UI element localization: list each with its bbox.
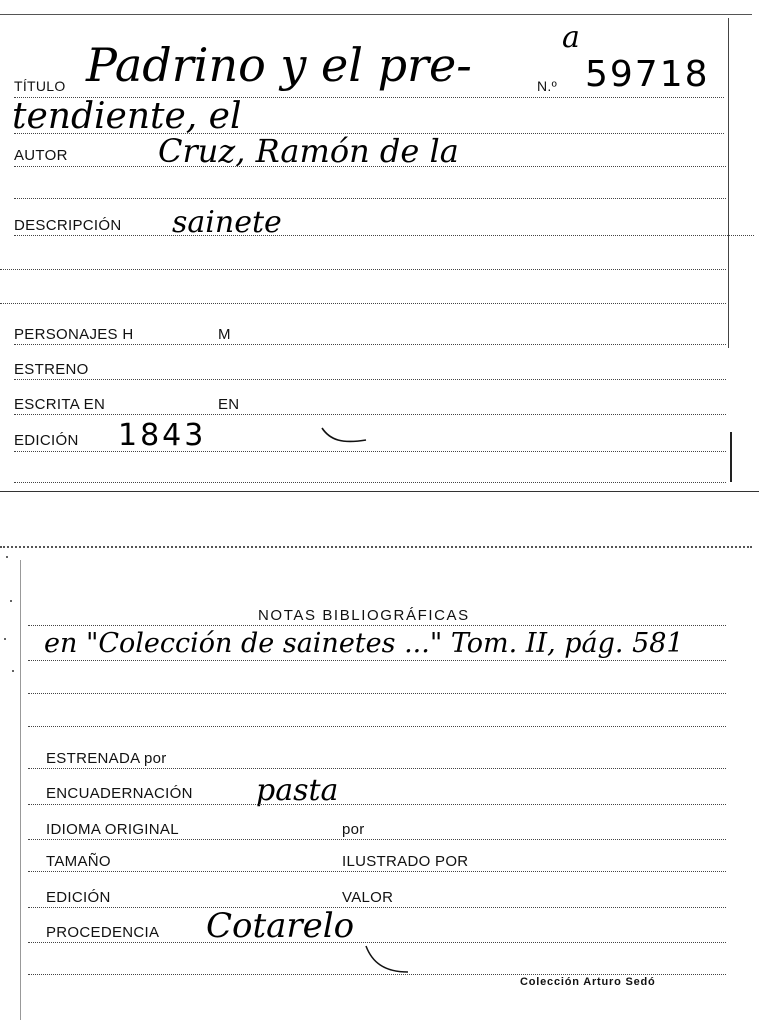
speck xyxy=(4,638,6,640)
edicion-label: EDICIÓN xyxy=(14,432,79,449)
speck xyxy=(10,600,12,602)
pencil-mark xyxy=(318,424,372,448)
numero-superscript: a xyxy=(562,20,580,55)
valor-label: VALOR xyxy=(342,889,394,906)
encuadernacion-label: ENCUADERNACIÓN xyxy=(46,785,193,802)
edicion-back-label: EDICIÓN xyxy=(46,889,111,906)
personajes-m-label: M xyxy=(218,326,231,343)
titulo-label: TÍTULO xyxy=(14,78,66,94)
card-back-top-border xyxy=(0,546,752,548)
encuadernacion-rule xyxy=(28,804,726,805)
estrenada-rule xyxy=(28,768,726,769)
blank-rule-1 xyxy=(14,198,726,199)
autor-label: AUTOR xyxy=(14,147,68,164)
escrita-en-label: EN xyxy=(218,396,240,413)
idioma-rule xyxy=(28,839,726,840)
notas-value: en "Colección de sainetes ..." Tom. II, pág. 581 xyxy=(44,628,684,659)
notas-title: NOTAS BIBLIOGRÁFICAS xyxy=(258,607,470,624)
speck xyxy=(6,556,8,558)
personajes-label: PERSONAJES H xyxy=(14,326,134,343)
autor-rule xyxy=(14,166,726,167)
descripcion-label: DESCRIPCIÓN xyxy=(14,217,122,234)
autor-value: Cruz, Ramón de la xyxy=(158,132,459,170)
notas-rule xyxy=(28,625,726,626)
edicion-value: 1843 xyxy=(118,418,207,453)
card-right-mark xyxy=(730,432,732,482)
tamano-label: TAMAÑO xyxy=(46,853,111,870)
procedencia-label: PROCEDENCIA xyxy=(46,924,160,941)
numero-value: 59718 xyxy=(585,54,710,95)
procedencia-value: Cotarelo xyxy=(206,906,355,946)
catalog-card-front xyxy=(0,0,759,492)
notas-value-rule xyxy=(28,660,726,661)
escrita-rule xyxy=(14,414,726,415)
tamano-rule xyxy=(28,871,726,872)
titulo-value-line2: tendiente, el xyxy=(12,96,242,137)
blank-rule-5 xyxy=(28,693,726,694)
ilustrado-label: ILUSTRADO POR xyxy=(342,853,469,870)
speck xyxy=(12,670,14,672)
personajes-rule xyxy=(14,344,726,345)
estreno-label: ESTRENO xyxy=(14,361,89,378)
numero-label: N.º xyxy=(537,78,558,94)
edicion-back-rule xyxy=(28,907,726,908)
blank-rule-4 xyxy=(14,482,726,483)
descripcion-value: sainete xyxy=(172,205,282,240)
edicion-rule xyxy=(14,451,726,452)
blank-rule-6 xyxy=(28,726,726,727)
idioma-label: IDIOMA ORIGINAL xyxy=(46,821,179,838)
blank-rule-7 xyxy=(28,974,726,975)
encuadernacion-value: pasta xyxy=(256,773,339,808)
estrenada-label-text: ESTRENADA por xyxy=(46,750,167,767)
pencil-mark-back xyxy=(362,942,416,978)
estreno-rule xyxy=(14,379,726,380)
idioma-por-label: por xyxy=(342,821,365,838)
card-top-border xyxy=(0,14,752,15)
descripcion-rule xyxy=(14,235,754,236)
escrita-label: ESCRITA EN xyxy=(14,396,106,413)
collection-credit: Colección Arturo Sedó xyxy=(520,976,656,988)
blank-rule-3 xyxy=(0,303,726,304)
titulo-value-line1: Padrino y el pre- xyxy=(86,38,472,92)
catalog-card-back xyxy=(0,536,759,1028)
card-bottom-edge xyxy=(0,491,759,492)
card-right-border xyxy=(728,18,729,348)
card-back-left-edge xyxy=(20,560,21,1020)
estrenada-label xyxy=(46,750,167,767)
blank-rule-2 xyxy=(0,269,726,270)
